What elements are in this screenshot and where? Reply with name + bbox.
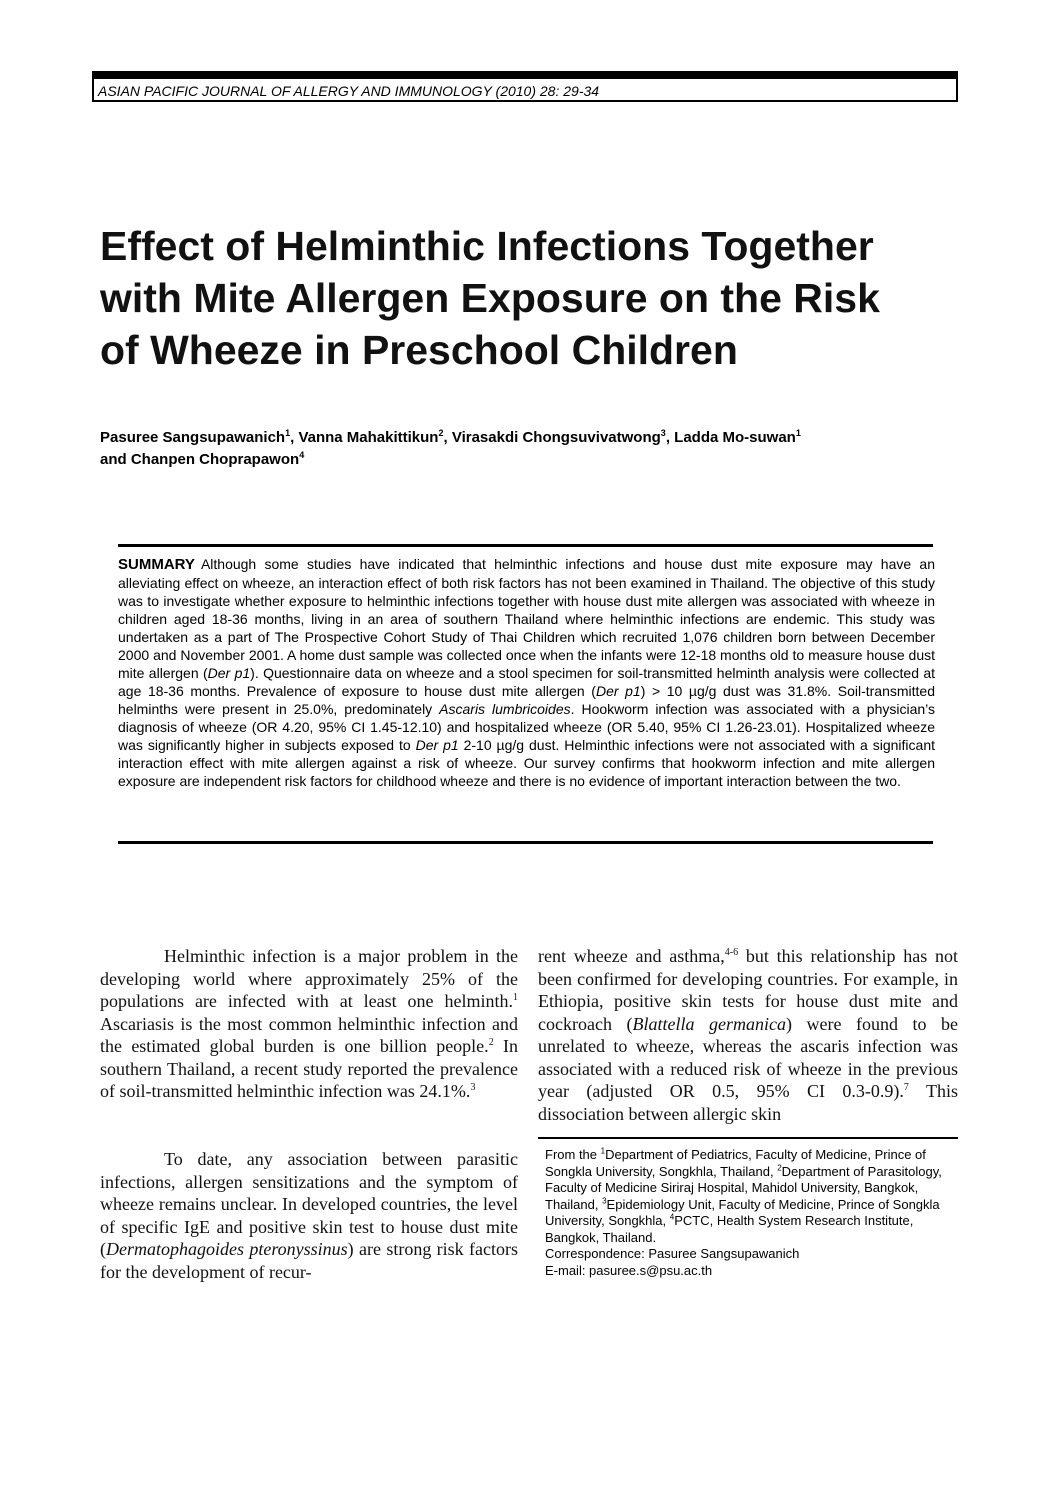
body-paragraph: rent wheeze and asthma,$^{4-6}$ but this relationship has not been confirmed for developing countries. For example, in Ethiopia, positive skin tests for house dust mite and cockroach (Blattella germanica) were found to be unrelated to wheeze, whereas the ascaris infection was associated with a reduced risk of wheeze in the previous year (adjusted OR 0.5, 95% CI 0.3-0.9).$^7$ This dissociation between allergic skin xyxy=(538,946,958,1124)
journal-citation: ASIAN PACIFIC JOURNAL OF ALLERGY AND IMMUNOLOGY (2010) 28: 29-34 xyxy=(98,83,600,99)
title-line: Effect of Helminthic Infections Together xyxy=(100,223,874,269)
allergen-term: Der p1 xyxy=(207,665,251,681)
body-paragraph: Helminthic infection is a major problem in the developing world where approximately 25% of the populations are infected with at least one helminth.$^1$ Ascariasis is the most common helminthic infection and the estimated global burden is one billion people.$^2$ In southern Thailand, a recent study reported the prevalence of soil-transmitted helminthic infection was 24.1%.$^3$ xyxy=(100,946,519,1101)
author-name: Vanna Mahakittikun xyxy=(298,429,439,446)
summary-top-rule xyxy=(118,544,933,547)
author-affiliation-mark: 3 xyxy=(660,428,666,438)
author-affiliation-mark: 4 xyxy=(299,450,305,460)
author-name: Chanpen Choprapawon xyxy=(130,451,300,468)
citation-ref: 4-6 xyxy=(724,947,739,958)
summary-label: SUMMARY xyxy=(118,556,195,573)
affiliations: From the $^1$Department of Pediatrics, Faculty of Medicine, Prince of Songkla University, Songkhla, Thailand, $^2$Department of Parasitology, Faculty of Medicine Siriraj Hospital, Mahidol University, Bangkok, Thailand, $^3$Epidemiology Unit, Faculty of Medicine, Prince of Songkla University, Songkhla, $^4$PCTC, Health System Research Institute, Bangkok, Thailand. xyxy=(545,1146,942,1245)
citation-ref: 1 xyxy=(513,992,518,1003)
citation-ref: 7 xyxy=(903,1082,909,1093)
email-link[interactable]: E-mail: pasuree.s@psu.ac.th xyxy=(545,1262,713,1278)
allergen-term: Der p1 xyxy=(415,737,459,753)
affiliation-footnote xyxy=(545,1147,955,1279)
author-name: Virasakdi Chongsuvivatwong xyxy=(451,429,661,446)
summary-bottom-rule xyxy=(118,841,933,844)
citation-ref: 3 xyxy=(470,1082,476,1093)
author-affiliation-mark: 2 xyxy=(438,428,444,438)
citation-ref: 2 xyxy=(488,1037,494,1048)
summary-abstract: SUMMARY Although some studies have indicated that helminthic infections and house dust mite exposure may have an alleviating effect on wheeze, an interaction effect of both risk factors has not been examined in Thailand. The objective of this study was to investigate whether exposure to helminthic infections together with house dust mite allergen was associated with wheeze in children aged 18-36 months, living in an area of southern Thailand where helminthic infections are endemic. This study was undertaken as a part of The Prospective Cohort Study of Thai Children which recruited 1,076 children born between December 2000 and November 2001. A home dust sample was collected once when the infants were 12-18 months old to measure house dust mite allergen (Der p1). Questionnaire data on wheeze and a stool specimen for soil-transmitted helminth analysis were collected at age 18-36 months. Prevalence of exposure to house dust mite allergen (Der p1) > 10 µg/g dust was 31.8%. Soil-transmitted helminths were present in 25.0%, predominately Ascaris lumbricoides. Hookworm infection was associated with a physician’s diagnosis of wheeze (OR 4.20, 95% CI 1.45-12.10) and hospitalized wheeze (OR 5.40, 95% CI 1.26-23.01). Hospitalized wheeze was significantly higher in subjects exposed to Der p1 2-10 µg/g dust. Helminthic infections were not associated with a significant interaction effect with mite allergen against a risk of wheeze. Our survey confirms that hookworm infection and mite allergen exposure are independent risk factors for childhood wheeze and there is no evidence of important interaction between the two. xyxy=(118,556,936,789)
species-term: Dermatophagoides pteronyssinus xyxy=(106,1239,348,1259)
correspondence: Correspondence: Pasuree Sangsupawanich xyxy=(545,1246,800,1261)
author-affiliation-mark: 1 xyxy=(795,428,801,438)
body-paragraph: To date, any association between parasitic infections, allergen sensitizations and the symptom of wheeze remains unclear. In developed countries, the level of specific IgE and positive skin test to house dust mite (Dermatophagoides pteronyssinus) are strong risk factors for the development of recur- xyxy=(100,1149,518,1282)
footnote-rule xyxy=(538,1137,958,1139)
species-term: Blattella germanica xyxy=(632,1013,786,1034)
author-list: Pasuree Sangsupawanich$^1$, Vanna Mahakittikun$^2$, Virasakdi Chongsuvivatwong$^3$, Ladda Mo-suwan$^1$ and Chanpen Choprapawon$^4$ xyxy=(100,428,801,468)
journal-header xyxy=(92,71,958,102)
author-affiliation-mark: 1 xyxy=(285,428,291,438)
allergen-term: Der p1 xyxy=(595,683,641,699)
species-term: Ascaris lumbricoides xyxy=(439,701,571,717)
author-name: Ladda Mo-suwan xyxy=(674,429,796,446)
title-line: of Wheeze in Preschool Children xyxy=(100,327,738,373)
author-name: Pasuree Sangsupawanich xyxy=(100,429,286,446)
article-title xyxy=(100,220,960,376)
title-line: with Mite Allergen Exposure on the Risk xyxy=(100,275,880,321)
